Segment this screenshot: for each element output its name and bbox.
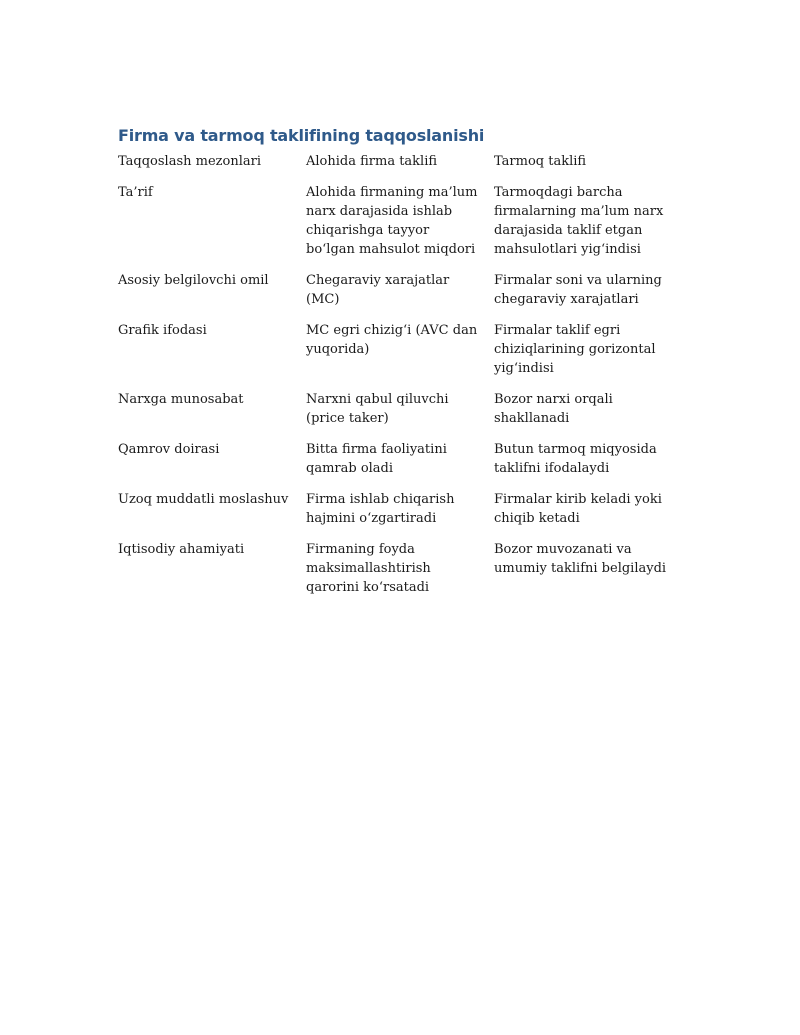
table-cell: Asosiy belgilovchi omil: [118, 273, 269, 288]
table-cell: Firma ishlab chiqarish hajmini o‘zgartiradi: [306, 492, 455, 526]
table-cell: Firmaning foyda maksimallashtirish qarorini ko‘rsatadi: [306, 542, 431, 595]
table-row: [118, 440, 688, 490]
column-header-industry-supply: Tarmoq taklifi: [494, 154, 587, 169]
table-cell: Narxni qabul qiluvchi (price taker): [306, 392, 449, 426]
table-row: [118, 271, 688, 321]
table-cell: Chegaraviy xarajatlar (MC): [306, 273, 450, 307]
table-cell: Uzoq muddatli moslashuv: [118, 492, 289, 507]
table-cell: Tarmoqdagi barcha firmalarning ma’lum narx darajasida taklif etgan mahsulotlari yig‘indisi: [494, 185, 664, 257]
column-header-firm-supply: Alohida firma taklifi: [306, 154, 438, 169]
table-cell: Qamrov doirasi: [118, 442, 220, 457]
table-cell: Bitta firma faoliyatini qamrab oladi: [306, 442, 447, 476]
table-cell: Firmalar kirib keladi yoki chiqib ketadi: [494, 492, 662, 526]
table-row: [118, 390, 688, 440]
table-cell: Iqtisodiy ahamiyati: [118, 542, 245, 557]
table-row: [118, 321, 688, 390]
table-cell: Alohida firmaning ma’lum narx darajasida ishlab chiqarishga tayyor bo‘lgan mahsulot miqdori: [306, 185, 478, 257]
column-header-criteria: Taqqoslash mezonlari: [118, 154, 261, 169]
table-header-row: [118, 152, 688, 183]
table-cell: Firmalar soni va ularning chegaraviy xarajatlari: [494, 273, 662, 307]
table-cell: Ta’rif: [118, 185, 153, 200]
comparison-table: [118, 152, 688, 609]
table-cell: Butun tarmoq miqyosida taklifni ifodalaydi: [494, 442, 657, 476]
table-row: [118, 490, 688, 540]
document-title: Firma va tarmoq taklifining taqqoslanishi: [118, 126, 485, 145]
table-cell: Grafik ifodasi: [118, 323, 207, 338]
table-cell: MC egri chizig‘i (AVC dan yuqorida): [306, 323, 478, 357]
table-cell: Firmalar taklif egri chiziqlarining gorizontal yig‘indisi: [494, 323, 656, 376]
document-page: [118, 126, 688, 609]
table-row: [118, 540, 688, 609]
table-cell: Bozor muvozanati va umumiy taklifni belgilaydi: [494, 542, 667, 576]
table-row: [118, 183, 688, 271]
table-cell: Narxga munosabat: [118, 392, 244, 407]
table-cell: Bozor narxi orqali shakllanadi: [494, 392, 613, 426]
